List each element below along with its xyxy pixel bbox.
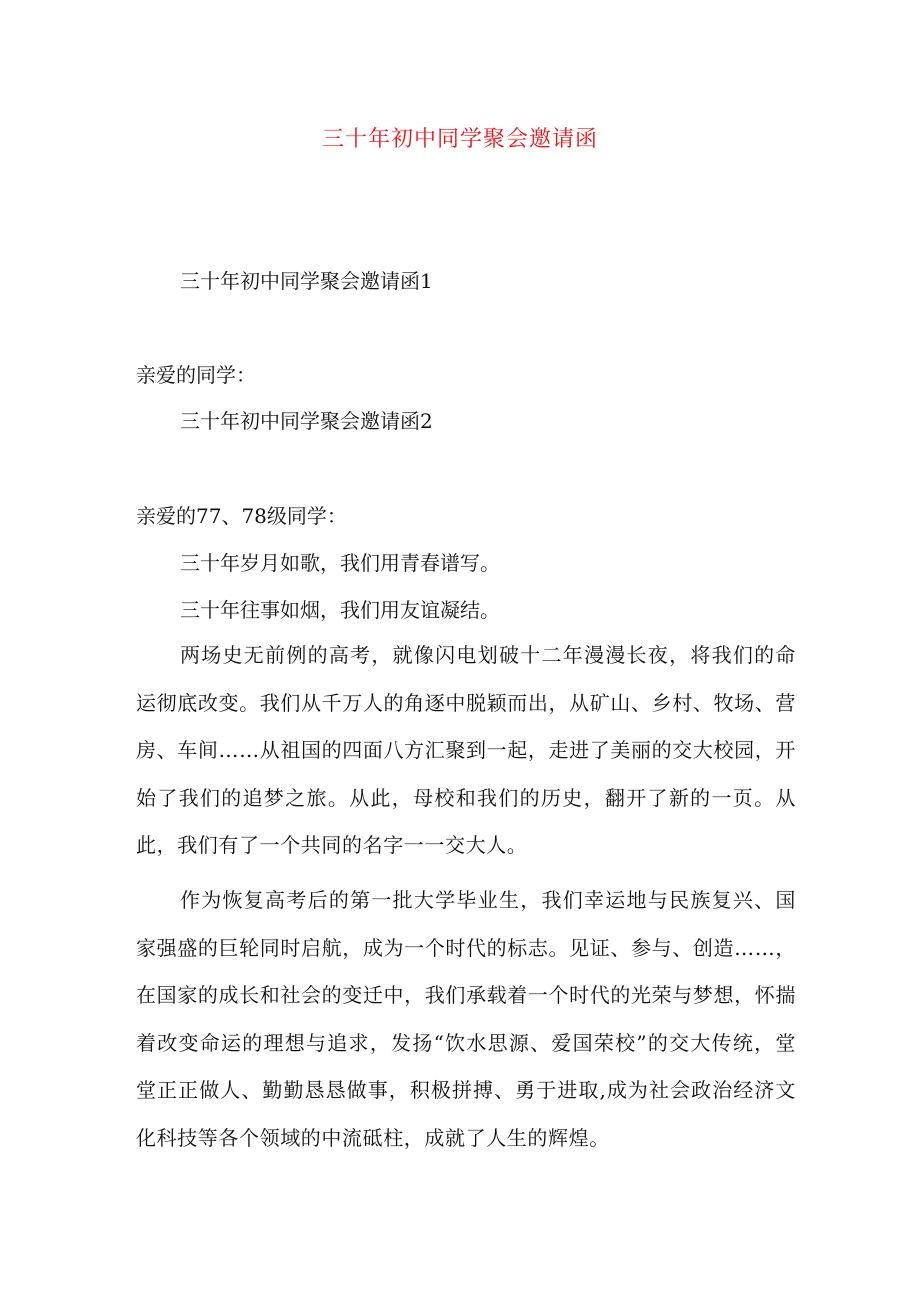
section-heading-1: 三十年初中同学聚会邀请函1	[180, 269, 433, 293]
opening-line-2: 三十年往事如烟，我们用友谊凝结。	[180, 598, 500, 622]
greeting-2: 亲爱的77、78级同学：	[136, 504, 347, 528]
body-paragraph-1: 两场史无前例的高考，就像闪电划破十二年漫漫长夜，将我们的命运彻底改变。我们从千万人的角逐中脱颖而出，从矿山、乡村、牧场、营房、车间……从祖国的四面八方汇聚到一起，走进了美丽的交大校园，开始了我们的追梦之旅。从此，母校和我们的历史，翻开了新的一页。从此，我们有了一个共同的名字一一交大人。	[136, 643, 796, 857]
body-paragraph-2: 作为恢复高考后的第一批大学毕业生，我们幸运地与民族复兴、国家强盛的巨轮同时启航，成为一个时代的标志。见证、参与、创造……，在国家的成长和社会的变迁中，我们承载着一个时代的光荣与梦想，怀揣着改变命运的理想与追求，发扬“饮水思源、爱国荣校”的交大传统，堂堂正正做人、勤勤恳恳做事，积极拼搏、勇于进取,成为社会政治经济文化科技等各个领域的中流砥柱，成就了人生的辉煌。	[136, 888, 796, 1150]
section-heading-2: 三十年初中同学聚会邀请函2	[180, 409, 433, 433]
greeting-1: 亲爱的同学：	[136, 363, 256, 387]
document-title: 三十年初中同学聚会邀请函	[321, 127, 598, 152]
opening-line-1: 三十年岁月如歌，我们用青春谱写。	[180, 551, 500, 575]
